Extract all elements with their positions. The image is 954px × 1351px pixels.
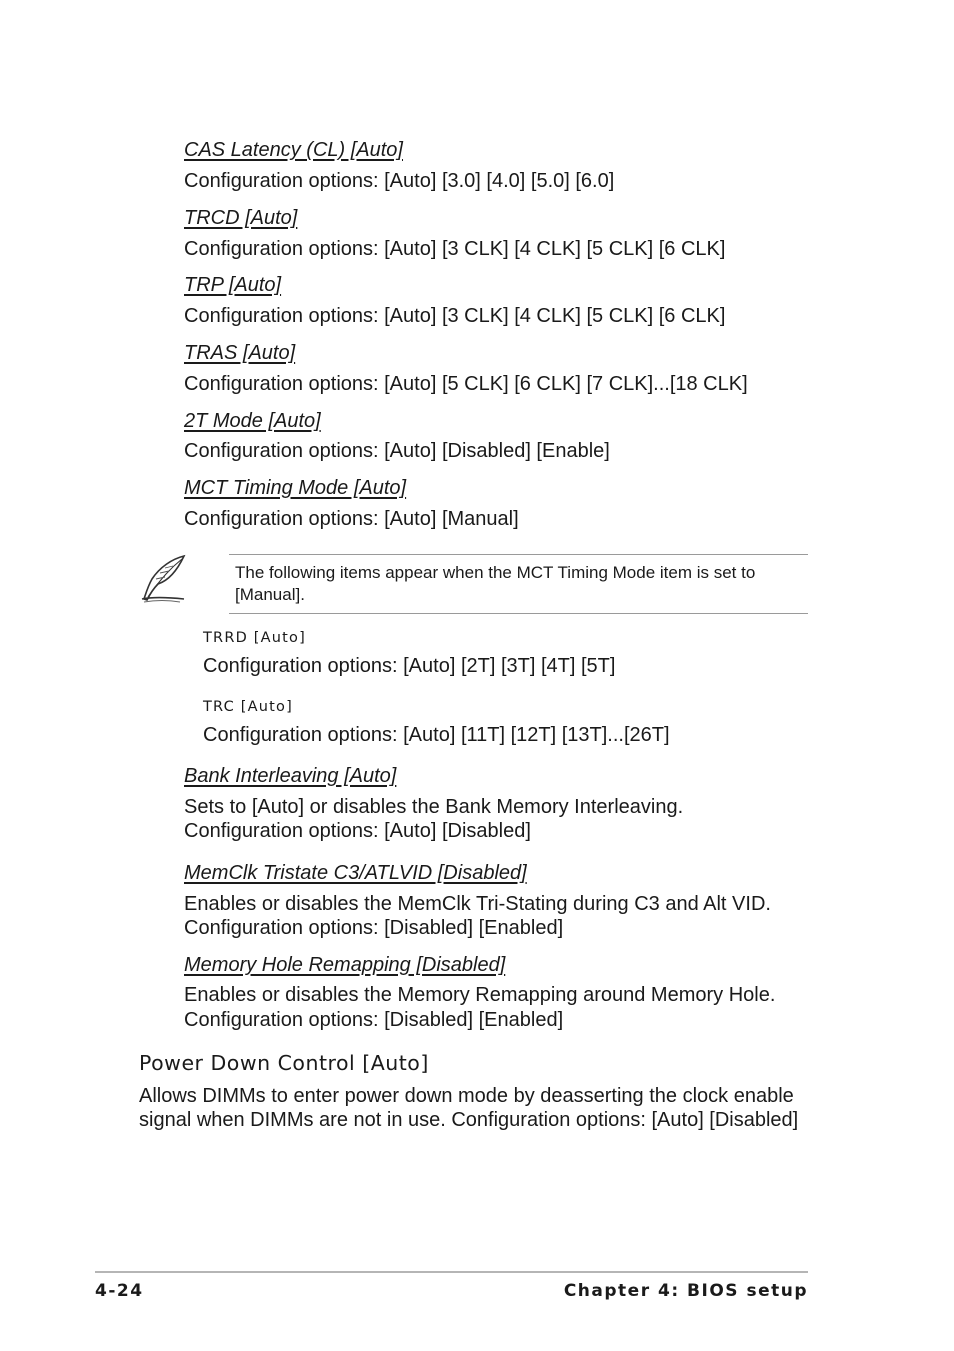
item-desc-memory-hole-1: Enables or disables the Memory Remapping around Memory Hole. <box>184 984 776 1006</box>
item-title-2t-mode: 2T Mode [Auto] <box>184 410 321 432</box>
item-desc-memory-hole-2: Configuration options: [Disabled] [Enabled] <box>184 1009 564 1031</box>
subitem-desc-trrd: Configuration options: [Auto] [2T] [3T] [4T] [5T] <box>203 655 616 677</box>
subitem-desc-trc: Configuration options: [Auto] [11T] [12T] [13T]...[26T] <box>203 724 670 746</box>
item-desc-memclk-tristate-1: Enables or disables the MemClk Tri-Stating during C3 and Alt VID. <box>184 893 771 915</box>
item-desc-trp: Configuration options: [Auto] [3 CLK] [4 CLK] [5 CLK] [6 CLK] <box>184 305 726 327</box>
item-desc-tras: Configuration options: [Auto] [5 CLK] [6 CLK] [7 CLK]...[18 CLK] <box>184 373 748 395</box>
chapter-title: Chapter 4: BIOS setup <box>563 1281 808 1301</box>
item-desc-bank-interleaving-1: Sets to [Auto] or disables the Bank Memory Interleaving. <box>184 796 684 818</box>
note-bottom-rule <box>229 613 808 614</box>
subitem-title-trc: TRC [Auto] <box>203 699 293 715</box>
section-title: Power Down Control [Auto] <box>139 1051 429 1075</box>
subitem-title-trrd: TRRD [Auto] <box>203 630 306 646</box>
item-desc-cas-latency: Configuration options: [Auto] [3.0] [4.0] [5.0] [6.0] <box>184 170 615 192</box>
footer-rule <box>95 1271 808 1273</box>
item-title-trp: TRP [Auto] <box>184 274 282 296</box>
item-desc-mct-timing: Configuration options: [Auto] [Manual] <box>184 508 519 530</box>
item-title-memory-hole: Memory Hole Remapping [Disabled] <box>184 954 506 976</box>
item-title-mct-timing: MCT Timing Mode [Auto] <box>184 477 407 499</box>
item-title-memclk-tristate: MemClk Tristate C3/ATLVID [Disabled] <box>184 862 527 884</box>
item-desc-bank-interleaving-2: Configuration options: [Auto] [Disabled] <box>184 820 531 842</box>
item-desc-trcd: Configuration options: [Auto] [3 CLK] [4 CLK] [5 CLK] [6 CLK] <box>184 238 726 260</box>
item-title-bank-interleaving: Bank Interleaving [Auto] <box>184 765 397 787</box>
item-title-cas-latency: CAS Latency (CL) [Auto] <box>184 139 403 161</box>
note-text: The following items appear when the MCT Timing Mode item is set to [Manual]. <box>235 563 756 604</box>
item-desc-memclk-tristate-2: Configuration options: [Disabled] [Enabled] <box>184 917 564 939</box>
quill-pen-icon <box>138 553 190 605</box>
note-top-rule <box>229 554 808 555</box>
item-desc-2t-mode: Configuration options: [Auto] [Disabled] [Enable] <box>184 440 610 462</box>
item-title-trcd: TRCD [Auto] <box>184 207 298 229</box>
section-body-line-2: signal when DIMMs are not in use. Configuration options: [Auto] [Disabled] <box>139 1109 799 1131</box>
page-number: 4-24 <box>95 1281 144 1301</box>
item-title-tras: TRAS [Auto] <box>184 342 296 364</box>
section-body-line-1: Allows DIMMs to enter power down mode by deasserting the clock enable <box>139 1085 794 1107</box>
